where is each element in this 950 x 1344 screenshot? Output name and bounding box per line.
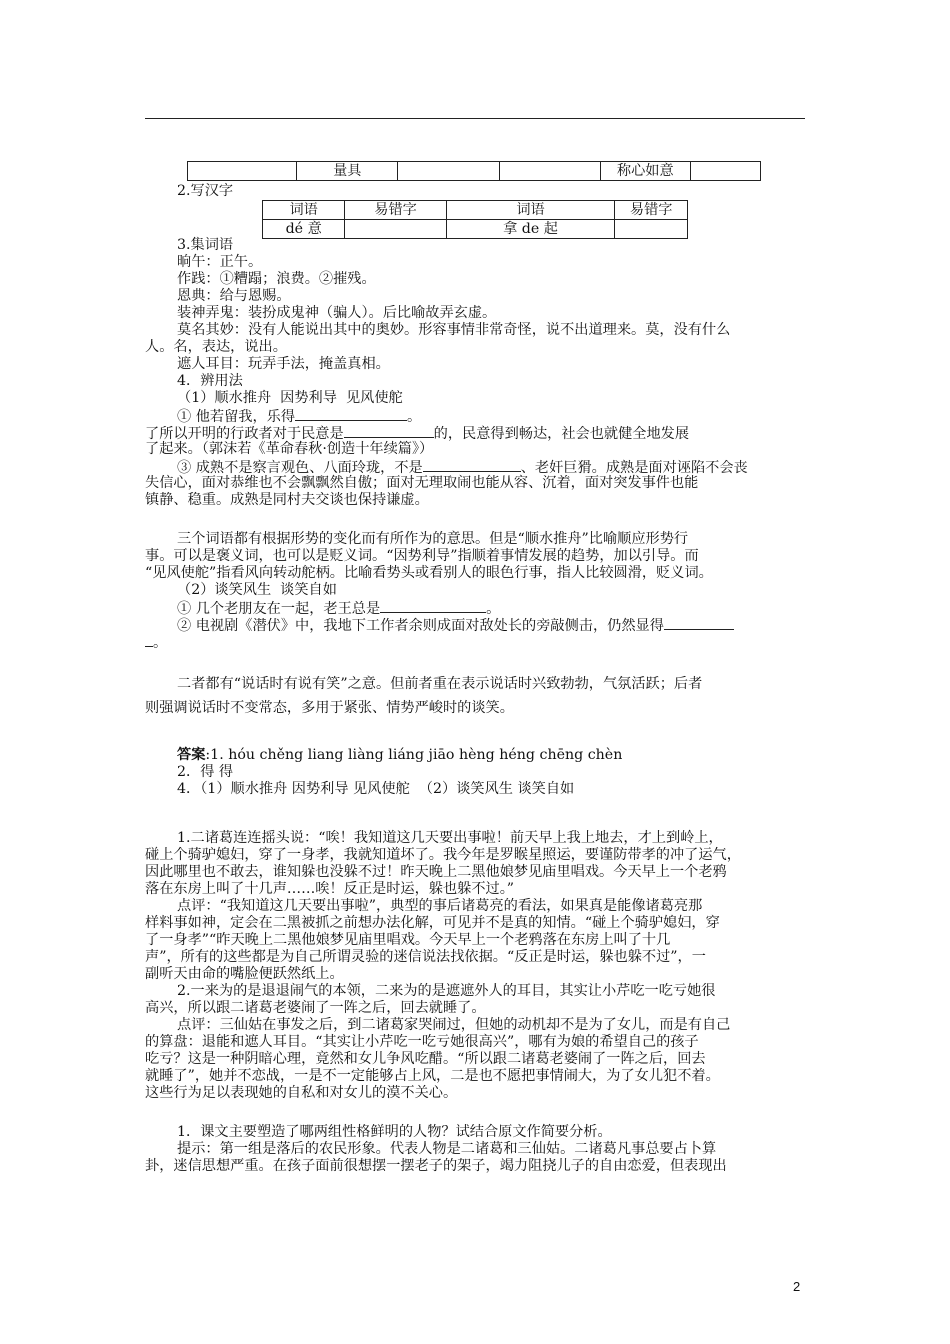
vocab-definition: 晌午：正午。	[177, 254, 263, 270]
answer-blank[interactable]	[423, 458, 521, 472]
analysis-paragraph: 高兴，所以跟二诸葛老婆闹了一阵之后，回去就睡了。	[145, 1000, 486, 1016]
analysis-paragraph: 样料事如神，定会在二黑被抓之前想办法化解，可见并不是真的知情。“碰上个骑驴媳妇，穿	[145, 915, 720, 931]
group-title: （2）谈笑风生 谈笑自如	[177, 582, 337, 598]
analysis-paragraph: 吃亏？这是一种阴暗心理，竟然和女儿争风吃醋。“所以跟二诸葛老婆闹了一阵之后，回去	[145, 1051, 706, 1067]
table1-cell: 称心如意	[600, 162, 690, 181]
exercise-item: 了起来。（郭沫若《革命春秋·创造十年续篇》）	[145, 441, 434, 457]
exercise-item: 失信心，面对恭维也不会飘飘然自傲；面对无理取闹也能从容、沉着，面对突发事件也能	[145, 475, 699, 491]
discussion-question: 卦，迷信思想严重。在孩子面前很想摆一摆老子的架子，竭力阻挠儿子的自由恋爱，但表现出	[145, 1158, 727, 1174]
analysis-paragraph: 因此哪里也不敢去，谁知躲也没躲不过！昨天晚上二黑他娘梦见庙里唱戏。今天早上一个老鸦	[145, 864, 727, 880]
analysis-paragraph: 落在东房上叫了十几声……唉！反正是时运，躲也躲不过。”	[145, 881, 515, 897]
analysis-paragraph: 声”，所有的这些都是为自己所谓灵验的迷信说法找依据。“反正是时运，躲也躲不过”，一	[145, 949, 706, 965]
usage-note: 事。可以是褒义词，也可以是贬义词。“因势利导”指顺着事情发展的趋势，加以引导。而	[145, 548, 699, 564]
table2-cell	[345, 220, 446, 239]
exercise-item: ③ 成熟不是察言观色、八面玲珑，不是 、老奸巨猾。成熟是面对诬陷不会丧	[177, 460, 748, 476]
answers: 2．得 得	[177, 764, 234, 780]
answer-blank[interactable]	[380, 599, 486, 613]
vocab-table-1	[187, 161, 761, 181]
analysis-paragraph: 点评：“我知道这几天要出事啦”，典型的事后诸葛亮的看法，如果真是能像诸葛亮那	[177, 898, 703, 914]
answer-blank[interactable]	[145, 633, 153, 647]
answers: 4．（1）顺水推舟 因势利导 见风使舵 （2）谈笑风生 谈笑自如	[177, 781, 575, 797]
group-title: （1）顺水推舟 因势利导 见风使舵	[177, 390, 403, 406]
exercise-item: 了所以开明的行政者对于民意是 的，民意得到畅达，社会也就健全地发展	[145, 426, 690, 442]
exercise-item: ② 电视剧《潜伏》中，我地下工作者余则成面对敌处长的旁敲侧击，仍然显得	[177, 616, 734, 634]
table2-cell: dé 意	[263, 220, 345, 239]
exercise-item: 。	[145, 633, 167, 651]
table2-header: 词语	[263, 201, 345, 220]
analysis-paragraph: 就睡了”，她并不恋战，一是不一定能够占上风，二是也不愿把事情闹大，为了女儿犯不着。	[145, 1068, 720, 1084]
exercise-item: ① 他若留我，乐得 。	[177, 409, 422, 425]
section-title: 3.集词语	[177, 237, 234, 253]
usage-note: 二者都有“说话时有说有笑”之意。但前者重在表示说话时兴致勃勃，气氛活跃；后者	[177, 676, 703, 692]
table2-header: 易错字	[345, 201, 446, 220]
vocab-definition: 作践：①糟蹋；浪费。②摧残。	[177, 271, 376, 287]
table2-header: 词语	[446, 201, 615, 220]
discussion-question: 提示：第一组是落后的农民形象。代表人物是二诸葛和三仙姑。二诸葛凡事总要占卜算	[177, 1141, 717, 1157]
answer-blank[interactable]	[664, 616, 734, 630]
table1-cell	[398, 162, 499, 181]
vocab-table-2	[262, 200, 688, 239]
exercise-item: ① 几个老朋友在一起，老王总是 。	[177, 601, 501, 617]
answers: 答案:1. hóu chěng liang liàng liáng jiāo hèng héng chēng chèn	[177, 747, 623, 763]
answer-blank[interactable]	[344, 424, 434, 438]
table2-header: 易错字	[615, 201, 688, 220]
analysis-paragraph: 了一身孝”“昨天晚上二黑他娘梦见庙里唱戏。今天早上一个老鸦落在东房上叫了十几	[145, 932, 671, 948]
vocab-definition: 人。名，表达，说出。	[145, 339, 287, 355]
analysis-paragraph: 的算盘：退能和遮人耳目。“其实让小芹吃一吃亏她很高兴”，哪有为娘的希望自己的孩子	[145, 1034, 699, 1050]
usage-note: “见风使舵”指看风向转动舵柄。比喻看势头或看别人的眼色行事，指人比较圆滑，贬义词。	[145, 565, 713, 581]
vocab-definition: 恩典：给与恩赐。	[177, 288, 291, 304]
table1-cell: 量具	[297, 162, 398, 181]
usage-note: 三个词语都有根据形势的变化而有所作为的意思。但是“顺水推舟”比喻顺应形势行	[177, 531, 689, 547]
header-rule	[145, 118, 805, 119]
table2-cell	[615, 220, 688, 239]
table1-cell	[188, 162, 297, 181]
vocab-definition: 装神弄鬼：装扮成鬼神（骗人）。后比喻故弄玄虚。	[177, 305, 497, 321]
analysis-paragraph: 碰上个骑驴媳妇，穿了一身孝，我就知道坏了。我今年是罗睺星照运，要谨防带孝的冲了运气，	[145, 847, 741, 863]
analysis-paragraph: 1.二诸葛连连摇头说：“唉！我知道这几天要出事啦！前天早上我上地去，才上到岭上，	[177, 830, 723, 846]
analysis-paragraph: 点评：三仙姑在事发之后，到二诸葛家哭闹过，但她的动机却不是为了女儿，而是有自己	[177, 1017, 731, 1033]
analysis-paragraph: 2.一来为的是退退闹气的本领，二来为的是遮遮外人的耳目，其实让小芹吃一吃亏她很	[177, 983, 716, 999]
exercise-item: 镇静、稳重。成熟是同村夫交谈也保持谦虚。	[145, 492, 429, 508]
vocab-definition: 莫名其妙：没有人能说出其中的奥妙。形容事情非常奇怪，说不出道理来。莫，没有什么	[177, 322, 731, 338]
analysis-paragraph: 这些行为足以表现她的自私和对女儿的漠不关心。	[145, 1085, 458, 1101]
discussion-question: 1．课文主要塑造了哪两组性格鲜明的人物？试结合原文作简要分析。	[177, 1124, 612, 1140]
table1-cell	[499, 162, 600, 181]
table2-cell: 拿 de 起	[446, 220, 615, 239]
section-title: 4．辨用法	[177, 373, 243, 389]
answer-blank[interactable]	[295, 407, 407, 421]
vocab-definition: 遮人耳目：玩弄手法，掩盖真相。	[177, 356, 390, 372]
table1-cell	[690, 162, 760, 181]
page-number: 2	[793, 1279, 801, 1294]
analysis-paragraph: 副听天由命的嘴脸便跃然纸上。	[145, 966, 344, 982]
usage-note: 则强调说话时不变常态，多用于紧张、情势严峻时的谈笑。	[145, 700, 514, 716]
section-title: 2.写汉字	[177, 183, 234, 199]
